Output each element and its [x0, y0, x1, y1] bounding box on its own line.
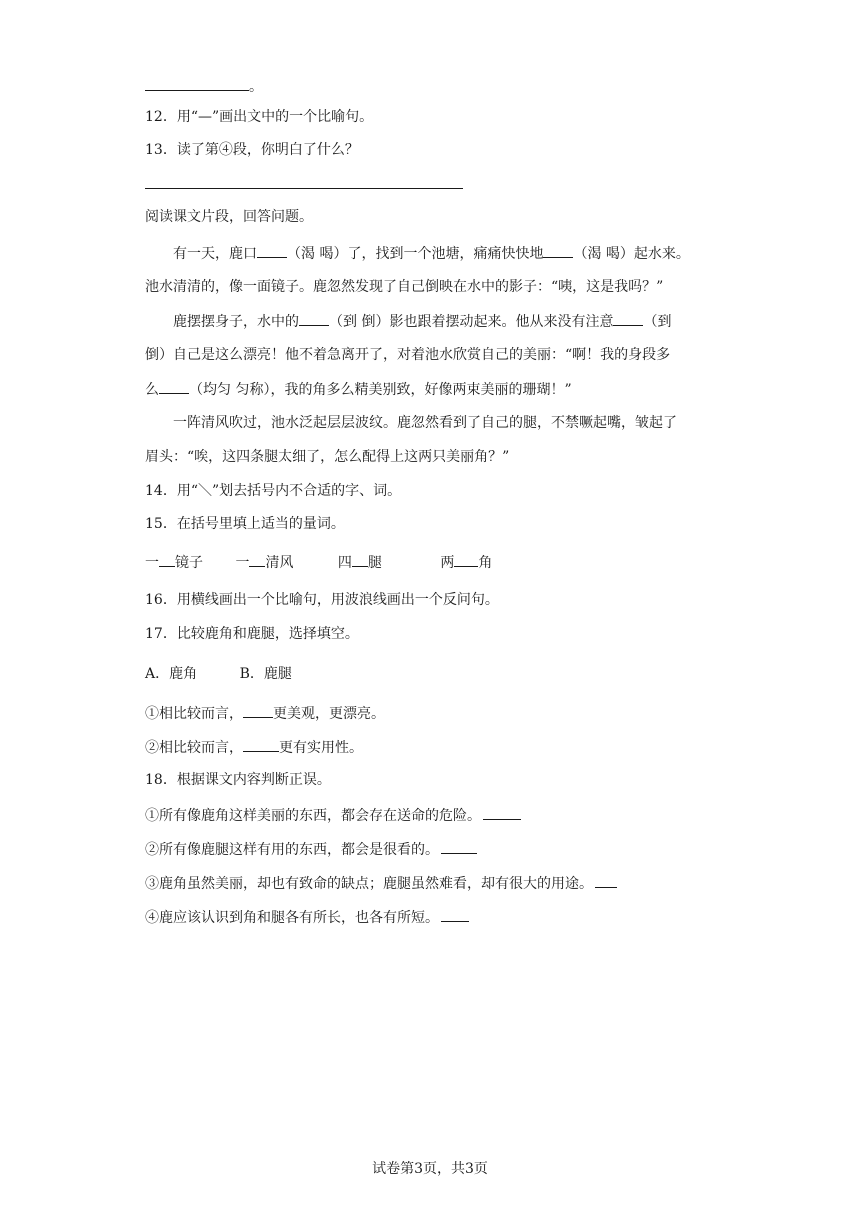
answer-blank[interactable] — [257, 243, 287, 258]
answer-blank[interactable] — [299, 311, 329, 326]
answer-blank[interactable] — [543, 243, 573, 258]
item-mirror: 一 镜子 — [145, 552, 203, 573]
answer-blank[interactable] — [145, 76, 249, 91]
passage-line-5: 么 （均匀 匀称），我的角多么精美别致，好像两束美丽的珊瑚！” — [145, 379, 572, 400]
q18-item-4: ④鹿应该认识到角和腿各有所长，也各有所短。 — [145, 907, 469, 928]
answer-blank[interactable] — [613, 311, 643, 326]
measure-word-items — [145, 552, 492, 573]
passage-line-1: 有一天，鹿口 （渴 喝）了，找到一个池塘，痛痛快快地 （渴 喝）起水来。 — [173, 243, 690, 264]
question-13: 13．读了第④段，你明白了什么？ — [145, 142, 359, 158]
answer-blank[interactable] — [595, 873, 617, 888]
answer-blank[interactable] — [441, 907, 469, 922]
option-b: B．鹿腿 — [239, 666, 292, 682]
question-17: 17．比较鹿角和鹿腿，选择填空。 — [145, 626, 359, 642]
period: 。 — [249, 79, 263, 95]
q17-options — [145, 664, 292, 684]
q17-item-2: ②相比较而言， 更有实用性。 — [145, 737, 363, 758]
passage-line-7: 眉头：“唉，这四条腿太细了，怎么配得上这两只美丽角？” — [145, 449, 510, 465]
page-footer: 试卷第3页，共3页 — [372, 1161, 488, 1177]
passage-line-2: 池水清清的，像一面镜子。鹿忽然发现了自己倒映在水中的影子：“咦，这是我吗？” — [145, 279, 664, 295]
answer-line[interactable] — [145, 188, 463, 189]
item-legs: 四 腿 — [338, 552, 382, 573]
question-16: 16．用横线画出一个比喻句，用波浪线画出一个反问句。 — [145, 592, 499, 608]
answer-blank[interactable] — [483, 805, 521, 820]
option-a: A．鹿角 — [145, 666, 198, 682]
q11-answer-line — [145, 76, 263, 97]
answer-blank[interactable] — [243, 737, 279, 752]
q18-item-2: ②所有像鹿腿这样有用的东西，都会是很看的。 — [145, 839, 477, 860]
q17-item-1: ①相比较而言， 更美观，更漂亮。 — [145, 703, 385, 724]
answer-blank[interactable] — [352, 552, 368, 567]
item-antlers: 两 角 — [440, 552, 492, 573]
passage-line-3: 鹿摆摆身子，水中的 （到 倒）影也跟着摆动起来。他从来没有注意 （到 — [173, 311, 671, 332]
answer-blank[interactable] — [441, 839, 477, 854]
item-breeze: 一 清风 — [235, 552, 293, 573]
question-18: 18．根据课文内容判断正误。 — [145, 772, 331, 788]
answer-blank[interactable] — [249, 552, 265, 567]
passage-line-4: 倒）自己是这么漂亮！他不着急离开了，对着池水欣赏自己的美丽：“啊！我的身段多 — [145, 347, 671, 363]
q18-item-3: ③鹿角虽然美丽，却也有致命的缺点；鹿腿虽然难看，却有很大的用途。 — [145, 873, 617, 894]
question-15: 15．在括号里填上适当的量词。 — [145, 516, 345, 532]
q18-item-1: ①所有像鹿角这样美丽的东西，都会存在送命的危险。 — [145, 805, 521, 826]
section-title: 阅读课文片段，回答问题。 — [145, 209, 313, 225]
passage-line-6: 一阵清风吹过，池水泛起层层波纹。鹿忽然看到了自己的腿，不禁噘起嘴，皱起了 — [173, 415, 677, 431]
question-12: 12．用“—”画出文中的一个比喻句。 — [145, 109, 374, 125]
answer-blank[interactable] — [159, 379, 189, 394]
question-14: 14．用“＼”划去括号内不合适的字、词。 — [145, 483, 402, 499]
answer-blank[interactable] — [454, 552, 478, 567]
answer-blank[interactable] — [243, 703, 273, 718]
answer-blank[interactable] — [159, 552, 175, 567]
